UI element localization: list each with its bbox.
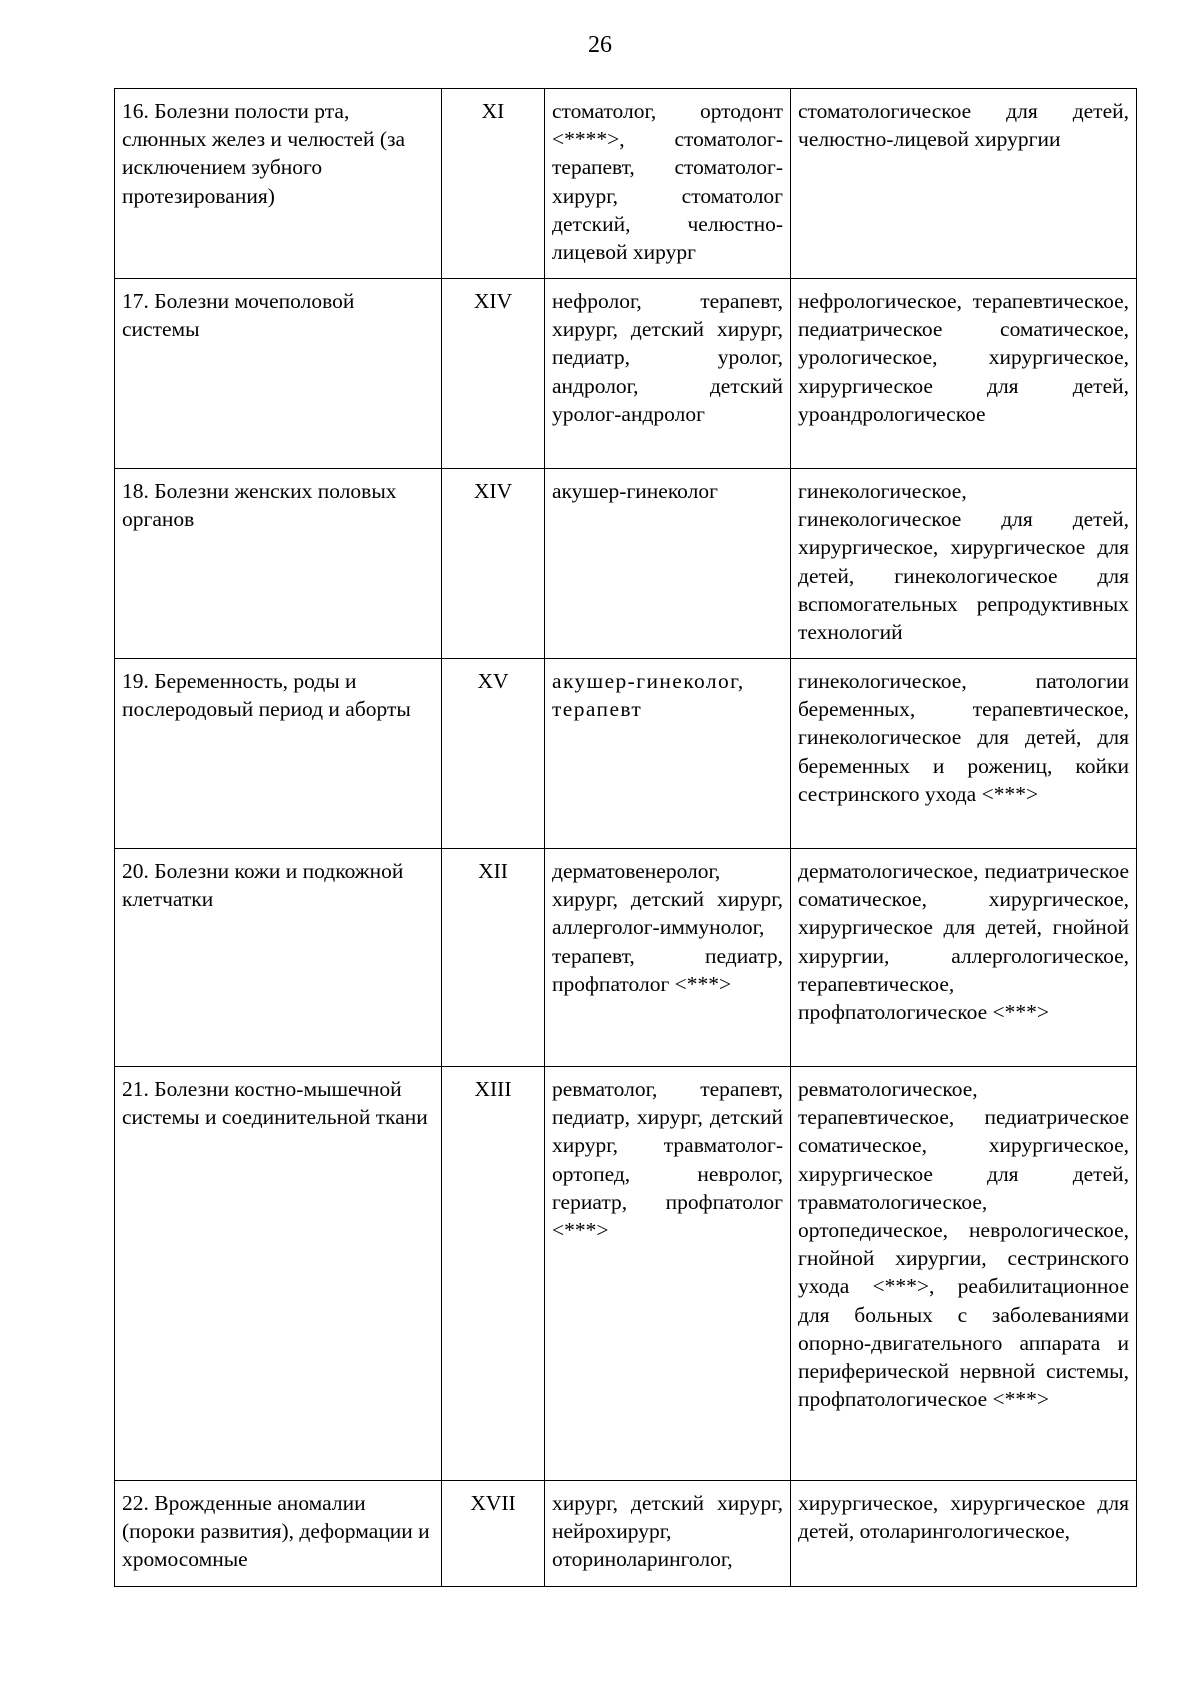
table-row [115, 659, 1137, 849]
disease-cell: 19. Беременность, роды и послеродовый период и аборты [115, 659, 442, 849]
class-cell: XII [442, 849, 545, 1067]
beds-cell: стоматологическое для детей, челюстно-лицевой хирургии [791, 89, 1137, 279]
table-row [115, 1481, 1137, 1587]
page-number: 26 [588, 32, 612, 58]
class-cell: XV [442, 659, 545, 849]
specialists-cell: акушер-гинеколог, терапевт [545, 659, 791, 849]
disease-cell: 20. Болезни кожи и подкожной клетчатки [115, 849, 442, 1067]
specialists-cell: хирург, детский хирург, нейрохирург, оториноларинголог, [545, 1481, 791, 1587]
class-cell: XIII [442, 1067, 545, 1481]
table-row [115, 849, 1137, 1067]
specialists-cell: дерматовенеролог, хирург, детский хирург, аллерголог-иммунолог, терапевт, педиатр, профпатолог <***> [545, 849, 791, 1067]
beds-cell: ревматологическое, терапевтическое, педиатрическое соматическое, хирургическое, хирургическое для детей, травматологическое, ортопедическое, неврологическое, гнойной хирургии, сестринского ухода <***>, реабилитационное для больных с заболеваниями опорно-двигательного аппарата и периферической нервной системы, профпатологическое <***> [791, 1067, 1137, 1481]
disease-cell: 17. Болезни мочеполовой системы [115, 279, 442, 469]
disease-cell: 22. Врожденные аномалии (пороки развития), деформации и хромосомные [115, 1481, 442, 1587]
specialists-cell: стоматолог, ортодонт <****>, стоматолог-терапевт, стоматолог-хирург, стоматолог детский, челюстно-лицевой хирург [545, 89, 791, 279]
disease-cell: 18. Болезни женских половых органов [115, 469, 442, 659]
beds-cell: гинекологическое, гинекологическое для детей, хирургическое, хирургическое для детей, гинекологическое для вспомогательных репродуктивных технологий [791, 469, 1137, 659]
beds-cell: хирургическое, хирургическое для детей, отоларингологическое, [791, 1481, 1137, 1587]
specialists-cell: нефролог, терапевт, хирург, детский хирург, педиатр, уролог, андролог, детский уролог-андролог [545, 279, 791, 469]
disease-cell: 21. Болезни костно-мышечной системы и соединительной ткани [115, 1067, 442, 1481]
specialists-cell: акушер-гинеколог [545, 469, 791, 659]
class-cell: XVII [442, 1481, 545, 1587]
table-row [115, 1067, 1137, 1481]
table-row [115, 89, 1137, 279]
class-cell: XIV [442, 469, 545, 659]
table-row [115, 279, 1137, 469]
table-row [115, 469, 1137, 659]
diseases-table [114, 88, 1137, 1587]
specialists-cell: ревматолог, терапевт, педиатр, хирург, детский хирург, травматолог-ортопед, невролог, гериатр, профпатолог <***> [545, 1067, 791, 1481]
class-cell: XI [442, 89, 545, 279]
beds-cell: гинекологическое, патологии беременных, терапевтическое, гинекологическое для детей, для беременных и рожениц, койки сестринского ухода <***> [791, 659, 1137, 849]
beds-cell: нефрологическое, терапевтическое, педиатрическое соматическое, урологическое, хирургическое, хирургическое для детей, уроандрологическое [791, 279, 1137, 469]
disease-cell: 16. Болезни полости рта, слюнных желез и челюстей (за исключением зубного протезирования) [115, 89, 442, 279]
class-cell: XIV [442, 279, 545, 469]
beds-cell: дерматологическое, педиатрическое соматическое, хирургическое, хирургическое для детей, гнойной хирургии, аллергологическое, терапевтическое, профпатологическое <***> [791, 849, 1137, 1067]
